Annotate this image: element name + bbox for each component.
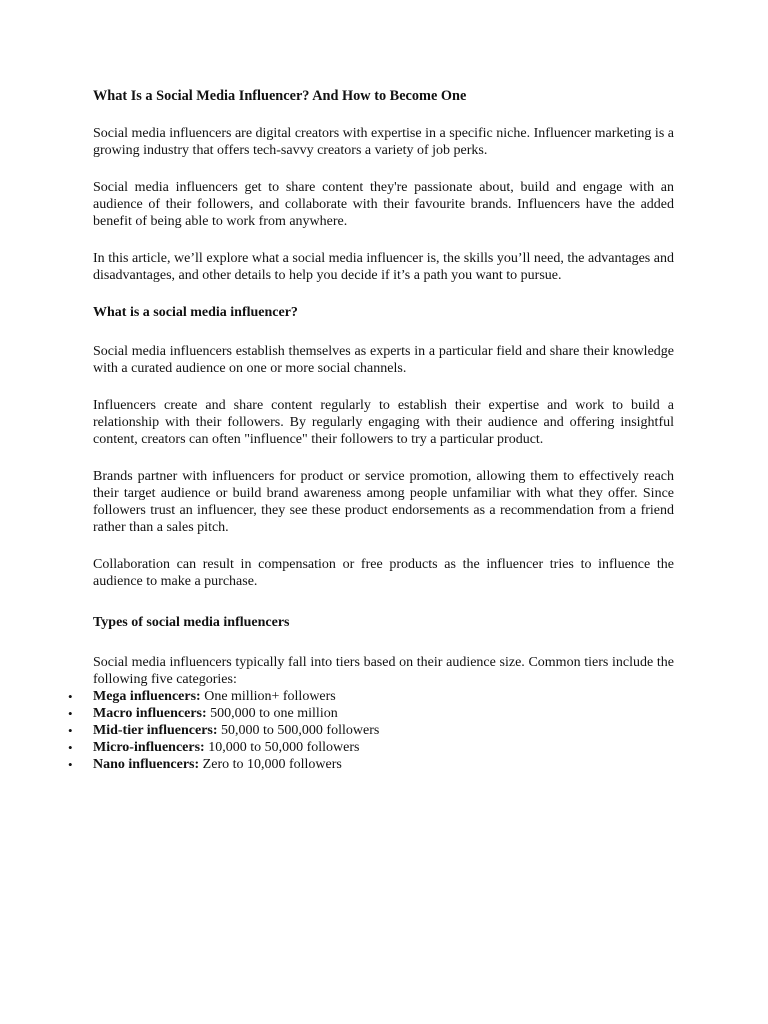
bullet-icon: • [68,689,73,704]
section-heading-types: Types of social media influencers [93,615,290,630]
intro-paragraph-1: Social media influencers are digital creators with expertise in a specific niche. Influencer marketing is a growing industry that offers tech-savvy creators a variety of job perks. [93,126,674,158]
intro-paragraph-3: In this article, we’ll explore what a social media influencer is, the skills you’ll need, the advantages and disadvantages, and other details to help you decide if it’s a path you want to pursue. [93,251,674,283]
bullet-icon: • [68,757,73,772]
tier-value: 10,000 to 50,000 followers [204,740,360,755]
bullet-icon: • [68,706,73,721]
what-paragraph-1: Social media influencers establish themselves as experts in a particular field and share their knowledge with a curated audience on one or more social channels. [93,344,674,376]
tier-label: Macro influencers: [93,706,207,721]
intro-paragraph-2: Social media influencers get to share content they're passionate about, build and engage with an audience of their followers, and collaborate with their favourite brands. Influencers have the added benefit of being able to work from anywhere. [93,180,674,229]
what-paragraph-2: Influencers create and share content regularly to establish their expertise and work to build a relationship with their followers. By regularly engaging with their audience and offering insightful content, creators can often "influence" their followers to try a particular product. [93,398,674,447]
what-paragraph-4: Collaboration can result in compensation or free products as the influencer tries to influence the audience to make a purchase. [93,557,674,589]
tier-label: Mid-tier influencers: [93,723,218,738]
what-paragraph-3: Brands partner with influencers for product or service promotion, allowing them to effectively reach their target audience or build brand awareness among people unfamiliar with what they offer. Since followers trust an influencer, they see these product endorsements as a recommendation from a friend rather than a sales pitch. [93,469,674,535]
document-title: What Is a Social Media Influencer? And How to Become One [93,88,467,104]
list-item [68,722,674,739]
bullet-icon: • [68,740,73,755]
tier-value: 50,000 to 500,000 followers [217,723,380,738]
types-paragraph-1: Social media influencers typically fall into tiers based on their audience size. Common tiers include the following five categories: [93,655,674,687]
section-heading-what: What is a social media influencer? [93,305,298,320]
tier-label: Micro-influencers: [93,740,205,755]
tier-label: Mega influencers: [93,689,201,704]
tier-label: Nano influencers: [93,757,200,772]
bullet-icon: • [68,723,73,738]
list-item [68,688,674,705]
list-item [68,756,674,773]
tier-value: 500,000 to one million [206,706,338,721]
tier-value: One million+ followers [200,689,336,704]
tiers-list [68,688,674,773]
list-item [68,739,674,756]
tier-value: Zero to 10,000 followers [199,757,342,772]
list-item [68,705,674,722]
document-page [68,87,674,773]
